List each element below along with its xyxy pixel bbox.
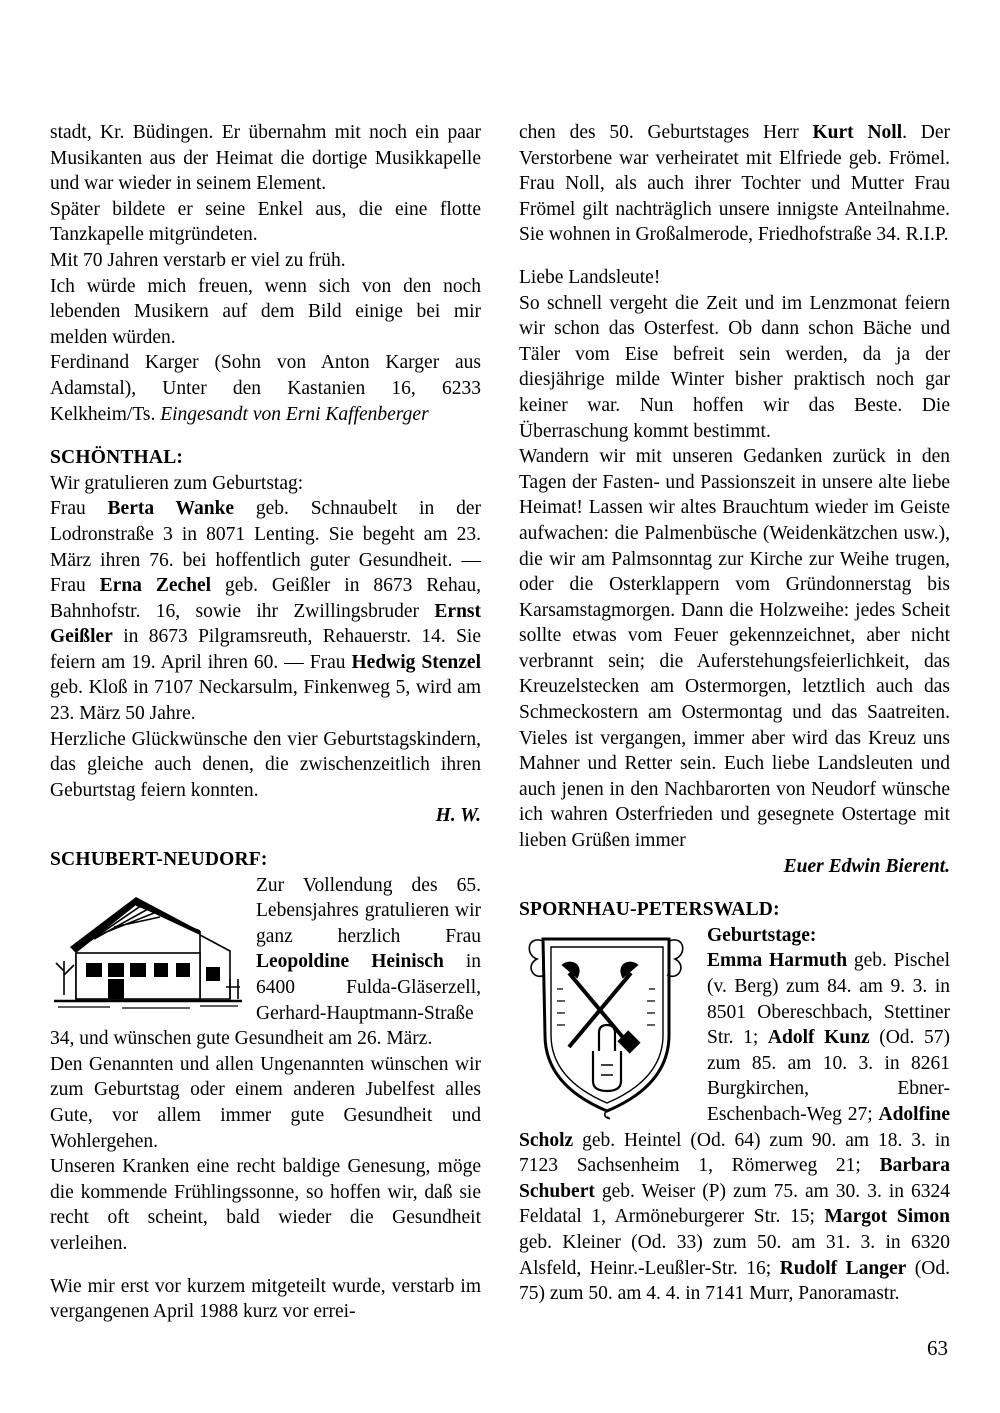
house-drawing-icon xyxy=(50,875,246,1015)
text-run: geb. Geißler in 8673 Rehau, Bahnhofstr. 16, sowie ihr Zwillingsbruder xyxy=(50,575,481,622)
text-run: geb. Weiser (P) zum 75. am 30. 3. in 6324 Feldatal 1, Armöneburgerer Str. 15; xyxy=(519,1180,950,1228)
letter-body-part1: So schnell vergeht die Zeit und im Lenzmonat feiern wir schon das Osterfest. Ob dann schon Bäche und Täler vom Eise befreit sein werden, da ja der diesjährige milde Winter bisher praktisch noch gar keiner war. Nun hoffen wir das Beste. Die Überraschung kommt bestimmt. xyxy=(519,292,950,442)
letter-signature: Euer Edwin Bierent. xyxy=(783,855,950,877)
paragraph-spacer xyxy=(50,1257,481,1274)
schubert-neudorf-death-notice-start: Wie mir erst vor kurzem mitgeteilt wurde, verstarb im vergangenen April 1988 kurz vor errei- xyxy=(50,1275,481,1323)
person-name-hedwig-stenzel: Hedwig Stenzel xyxy=(351,651,482,673)
person-name-barbara-schubert: Barbara Schubert xyxy=(519,1155,950,1202)
person-name-kurt-noll: Kurt Noll xyxy=(812,122,903,143)
paragraph-grandchildren: Später bildete er seine Enkel aus, die eine flotte Tanzkapelle mitgründeten. xyxy=(50,198,481,246)
text-run: in 8673 Pilgramsreuth, Rehauerstr. 14. Sie feiern am 19. April ihren 60. — Frau xyxy=(50,626,481,673)
schoenthal-birthday-list xyxy=(50,496,481,726)
text-run: in 6400 Fulda-Gläserzell, Gerhard-Hauptmann-Straße 34, und wünschen gute Gesundheit am 26. März. xyxy=(50,951,482,1050)
schoenthal-intro-line: Wir gratulieren zum Geburtstag: xyxy=(50,472,304,494)
text-run: geb. Heintel (Od. 64) zum 90. am 18. 3. in 7123 Sachsenheim 1, Römerweg 21; xyxy=(519,1129,950,1177)
text-run: chen des 50. Geburtstages Herr xyxy=(519,122,813,143)
paragraph-spacer xyxy=(519,248,950,265)
submitted-by-credit: Eingesandt von Erni Kaffenberger xyxy=(160,403,429,425)
spornhau-subheading: Geburtstage: xyxy=(707,924,817,946)
section-heading-spornhau-peterswald: SPORNHAU-PETERSWALD: xyxy=(519,899,780,921)
person-name-leopoldine-heinisch: Leopoldine Heinisch xyxy=(256,951,444,973)
section-heading-schoenthal: SCHÖNTHAL: xyxy=(50,447,184,469)
person-name-rudolf-langer: Rudolf Langer xyxy=(779,1257,907,1279)
text-run: geb. Pischel (v. Berg) zum 84. am 9. 3. in 8501 Obereschbach, Stettiner Str. 1; xyxy=(707,950,950,1049)
section-heading-schubert-neudorf: SCHUBERT-NEUDORF: xyxy=(50,849,268,871)
text-run: geb. Kloß in 7107 Neckarsulm, Finkenweg 5, wird am 23. März 50 Jahre. xyxy=(50,677,481,725)
coat-of-arms-drawing-icon xyxy=(519,925,695,1121)
letter-body-part2: Wandern wir mit unseren Gedanken zurück in den Tagen der Fasten- und Passionszeit in unsere alte liebe Heimat! Lassen wir altes Brauchtum wieder im Geiste aufwachen: die Palmenbüsche (Weidenkätzchen usw.), die wir am Palmsonntag zur Kirche zur Weihe trugen, oder die Osterklappern vom Gründonnerstag bis Karsamstagmorgen. Dann die Holzweihe: jedes Scheit sollte etwas vom Feuer gekennzeichnet, aber nicht verbrannt sein; die Auferstehungsfeierlichkeit, das Kreuzelstecken am Ostermorgen, letztlich auch das Schmeckostern am Ostermontag und das Saatreiten. Vieles ist vergangen, immer aber wird das Kreuz uns Mahner und Retter sein. Euch liebe Landsleuten und auch jenen in den Nachbarorten von Neudorf wünsche ich wahren Osterfrieden und gesegnete Ostertage mit lieben Grüßen immer xyxy=(519,446,950,852)
text-run: Zur Vollendung des 65. Lebensjahres gratulieren wir ganz herzlich Frau xyxy=(256,874,481,947)
schubert-neudorf-block xyxy=(50,873,481,1052)
schubert-neudorf-sick-wishes: Unseren Kranken eine recht baldige Genesung, möge die kommende Frühlingssonne, so hoffen wir, daß sie recht oft scheint, bald wieder die Gesundheit verleihen. xyxy=(50,1156,481,1254)
paragraph-death-age: Mit 70 Jahren verstarb er viel zu früh. xyxy=(50,249,346,271)
text-run: geb. Kleiner (Od. 33) zum 50. am 31. 3. in 6320 Alsfeld, Heinr.-Leußler-Str. 16; xyxy=(519,1231,950,1279)
letter-signature-wrap xyxy=(519,854,950,880)
paragraph-request: Ich würde mich freuen, wenn sich von den noch lebenden Musikern auf dem Bild einige bei mir melden würden. xyxy=(50,275,481,348)
text-run: geb. Schnaubelt in der Lodronstraße 3 in 8071 Lenting. Sie begeht am 23. März ihren 76. bei hoffentlich guter Gesundheit. — Frau xyxy=(50,498,481,597)
paragraph-sender-address xyxy=(50,350,481,427)
paragraph-continuation: stadt, Kr. Büdingen. Er übernahm mit noch ein paar Musikanten aus der Heimat die dortige Musikkapelle und war wieder in seinem Element. xyxy=(50,122,481,195)
schubert-neudorf-wishes: Den Genannten und allen Ungenannten wünschen wir zum Geburtstag oder einem anderen Jubelfest alles Gute, vor allem immer gute Gesundheit und Wohlergehen. xyxy=(50,1053,481,1152)
person-name-adolf-kunz: Adolf Kunz xyxy=(767,1027,870,1049)
text-run: (Od. 75) zum 50. am 4. 4. in 7141 Murr, Panoramastr. xyxy=(519,1257,950,1305)
two-column-layout xyxy=(50,120,950,1325)
text-run: (Od. 57) zum 85. am 10. 3. in 8261 Burgkirchen, Ebner-Eschenbach-Weg 27; xyxy=(707,1027,950,1125)
page-number: 63 xyxy=(927,1336,948,1360)
sender-address-text: Ferdinand Karger (Sohn von Anton Karger aus Adamstal), Unter den Kastanien 16, 6233 Kelkheim/Ts. xyxy=(50,352,481,425)
schoenthal-closing: Herzliche Glückwünsche den vier Geburtstagskindern, das gleiche auch denen, die zwischenzeitlich ihren Geburtstag feiern konnten. xyxy=(50,728,481,801)
text-run: . Der Verstorbene war verheiratet mit Elfriede geb. Frömel. Frau Noll, als auch ihrer Tochter und Mutter Frau Frömel gilt nachträglich unsere innigste Anteilnahme. Sie wohnen in Großalmerode, Friedhofstraße 34. R.I.P. xyxy=(519,122,950,246)
person-name-emma-harmuth: Emma Harmuth xyxy=(707,950,848,972)
person-name-erna-zechel: Erna Zechel xyxy=(99,575,212,597)
signature-initials: H. W. xyxy=(435,805,481,827)
left-column xyxy=(50,120,481,1325)
text-run: Frau xyxy=(50,498,108,520)
person-name-adolfine-scholz: Adolfine Scholz xyxy=(519,1103,950,1151)
right-column xyxy=(519,120,950,1307)
person-name-margot-simon: Margot Simon xyxy=(824,1206,950,1228)
letter-salutation: Liebe Landsleute! xyxy=(519,266,661,288)
spornhau-block xyxy=(519,923,950,1307)
schoenthal-signature-wrap xyxy=(50,803,481,829)
person-name-ernst-geissler: Ernst Geißler xyxy=(50,600,481,648)
person-name-berta-wanke: Berta Wanke xyxy=(107,498,235,520)
obituary-kurt-noll xyxy=(519,120,950,248)
